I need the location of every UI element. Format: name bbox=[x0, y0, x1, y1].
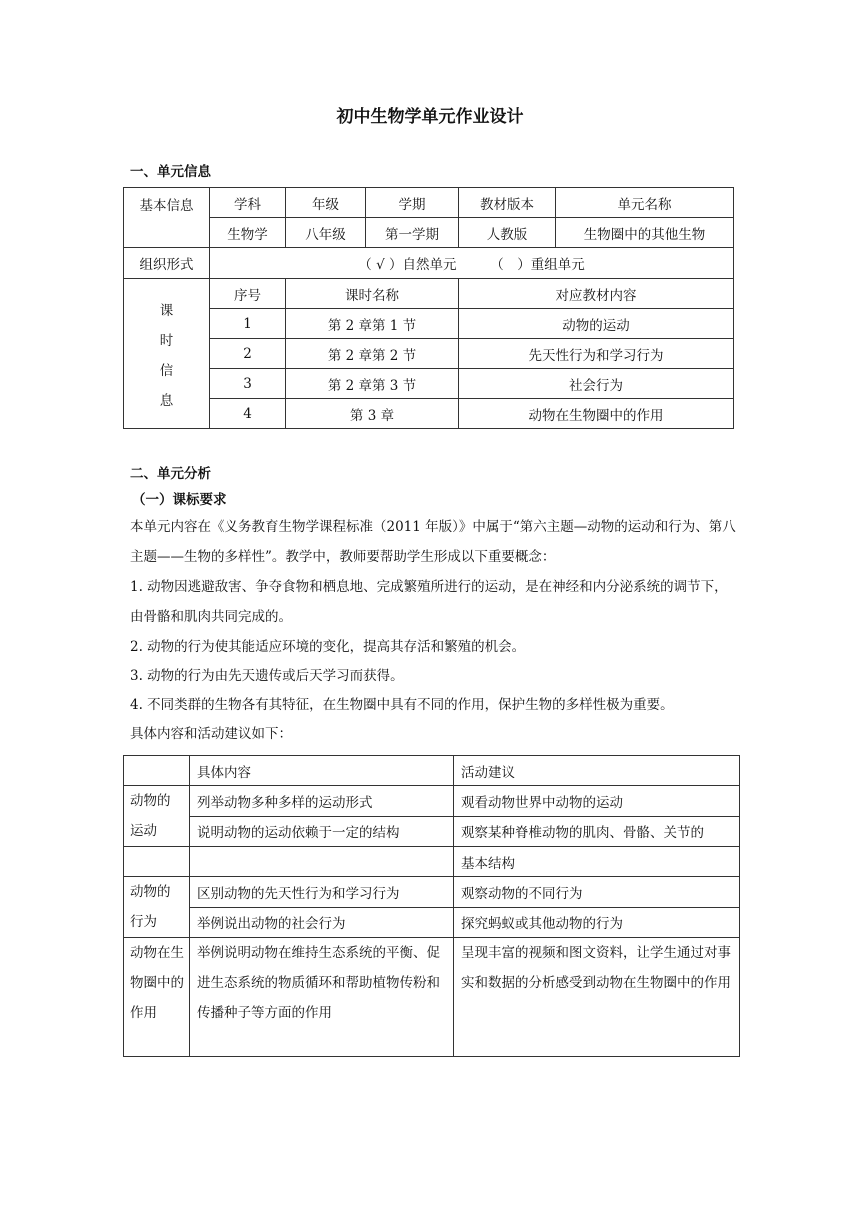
empty-cell bbox=[190, 847, 454, 877]
value-cell: 第一学期 bbox=[366, 218, 459, 248]
lesson-content: 先天性行为和学习行为 bbox=[459, 339, 734, 369]
table-row bbox=[124, 877, 740, 908]
lesson-content: 动物在生物圈中的作用 bbox=[459, 399, 734, 429]
lesson-label-char: 息 bbox=[159, 392, 174, 409]
table-row bbox=[124, 399, 734, 429]
header-cell: 单元名称 bbox=[556, 188, 734, 218]
basic-info-label: 基本信息 bbox=[124, 188, 210, 248]
activity-cell: 基本结构 bbox=[454, 847, 740, 877]
lesson-name: 第 3 章 bbox=[286, 399, 459, 429]
lesson-no: 4 bbox=[210, 399, 286, 429]
lesson-label-char: 信 bbox=[159, 362, 174, 379]
table-row bbox=[124, 938, 740, 1057]
header-cell: 学科 bbox=[210, 188, 286, 218]
group-label-role: 动物在生物圈中的作用 bbox=[124, 938, 190, 1057]
table-row bbox=[124, 218, 734, 248]
content-cell: 举例说出动物的社会行为 bbox=[190, 907, 454, 938]
lesson-name: 第 2 章第 1 节 bbox=[286, 309, 459, 339]
value-cell: 生物圈中的其他生物 bbox=[556, 218, 734, 248]
activity-table bbox=[123, 755, 740, 1057]
table-row bbox=[124, 756, 740, 786]
lesson-label-char: 时 bbox=[159, 332, 174, 349]
value-cell: 生物学 bbox=[210, 218, 286, 248]
value-cell: 八年级 bbox=[286, 218, 366, 248]
lesson-content: 动物的运动 bbox=[459, 309, 734, 339]
lesson-name: 第 2 章第 3 节 bbox=[286, 369, 459, 399]
section-heading-unit-analysis: 二、单元分析 bbox=[130, 466, 211, 482]
activity-cell: 探究蚂蚁或其他动物的行为 bbox=[454, 907, 740, 938]
header-cell: 教材版本 bbox=[459, 188, 556, 218]
group-label-line: 行为 bbox=[130, 914, 157, 930]
subsection-heading-standards: （一）课标要求 bbox=[132, 492, 227, 508]
lesson-no: 2 bbox=[210, 339, 286, 369]
group-label-line: 动物的 bbox=[130, 884, 171, 900]
table-row bbox=[124, 339, 734, 369]
table-row bbox=[124, 369, 734, 399]
lesson-header-name: 课时名称 bbox=[286, 279, 459, 309]
concept-3: 3. 动物的行为由先天遗传或后天学习而获得。 bbox=[130, 668, 404, 684]
section-heading-unit-info: 一、单元信息 bbox=[130, 164, 211, 180]
table-row bbox=[124, 248, 734, 279]
table-row bbox=[124, 188, 734, 218]
group-label-behavior bbox=[124, 877, 190, 938]
table-row bbox=[124, 309, 734, 339]
activity-cell: 观察某种脊椎动物的肌肉、骨骼、关节的 bbox=[454, 816, 740, 847]
concept-2: 2. 动物的行为使其能适应环境的变化，提高其存活和繁殖的机会。 bbox=[130, 639, 526, 655]
content-cell: 列举动物多种多样的运动形式 bbox=[190, 786, 454, 817]
content-cell: 说明动物的运动依赖于一定的结构 bbox=[190, 816, 454, 847]
concept-1: 1. 动物因逃避敌害、争夺食物和栖息地、完成繁殖所进行的运动，是在神经和内分泌系统的调节下，由骨骼和肌肉共同完成的。 bbox=[130, 579, 728, 625]
table-row bbox=[124, 816, 740, 847]
header-cell: 学期 bbox=[366, 188, 459, 218]
activity-cell: 观察动物的不同行为 bbox=[454, 877, 740, 908]
value-cell: 人教版 bbox=[459, 218, 556, 248]
table-row bbox=[124, 279, 734, 309]
lesson-header-content: 对应教材内容 bbox=[459, 279, 734, 309]
lesson-name: 第 2 章第 2 节 bbox=[286, 339, 459, 369]
lesson-header-no: 序号 bbox=[210, 279, 286, 309]
org-form-label: 组织形式 bbox=[124, 248, 210, 279]
concept-4: 4. 不同类群的生物各有其特征，在生物圈中具有不同的作用，保护生物的多样性极为重要。 bbox=[130, 697, 674, 713]
unit-info-table bbox=[123, 187, 734, 429]
content-cell: 区别动物的先天性行为和学习行为 bbox=[190, 877, 454, 908]
header-cell: 具体内容 bbox=[190, 756, 454, 786]
header-cell bbox=[124, 756, 190, 786]
activity-cell: 观看动物世界中动物的运动 bbox=[454, 786, 740, 817]
intro-paragraph: 本单元内容在《义务教育生物学课程标准（2011 年版）》中属于“第六主题—动物的运动和行为、第八主题——生物的多样性”。教学中，教师要帮助学生形成以下重要概念： bbox=[130, 519, 736, 565]
group-label-movement bbox=[124, 786, 190, 847]
lesson-info-label bbox=[124, 279, 210, 429]
header-cell: 年级 bbox=[286, 188, 366, 218]
document-title: 初中生物学单元作业设计 bbox=[336, 107, 524, 127]
group-label-line: 运动 bbox=[130, 823, 157, 839]
table-row bbox=[124, 907, 740, 938]
group-label-line: 动物的 bbox=[130, 793, 171, 809]
table-row bbox=[124, 786, 740, 817]
lesson-label-char: 课 bbox=[159, 302, 174, 319]
table-row bbox=[124, 847, 740, 877]
activity-intro: 具体内容和活动建议如下： bbox=[130, 726, 292, 742]
lesson-no: 3 bbox=[210, 369, 286, 399]
lesson-content: 社会行为 bbox=[459, 369, 734, 399]
content-cell: 举例说明动物在维持生态系统的平衡、促进生态系统的物质循环和帮助植物传粉和传播种子等方面的作用 bbox=[190, 938, 454, 1057]
empty-cell bbox=[124, 847, 190, 877]
activity-cell: 呈现丰富的视频和图文资料，让学生通过对事实和数据的分析感受到动物在生物圈中的作用 bbox=[454, 938, 740, 1057]
org-form-value: （ √ ）自然单元 （ ）重组单元 bbox=[210, 248, 734, 279]
header-cell: 活动建议 bbox=[454, 756, 740, 786]
lesson-no: 1 bbox=[210, 309, 286, 339]
